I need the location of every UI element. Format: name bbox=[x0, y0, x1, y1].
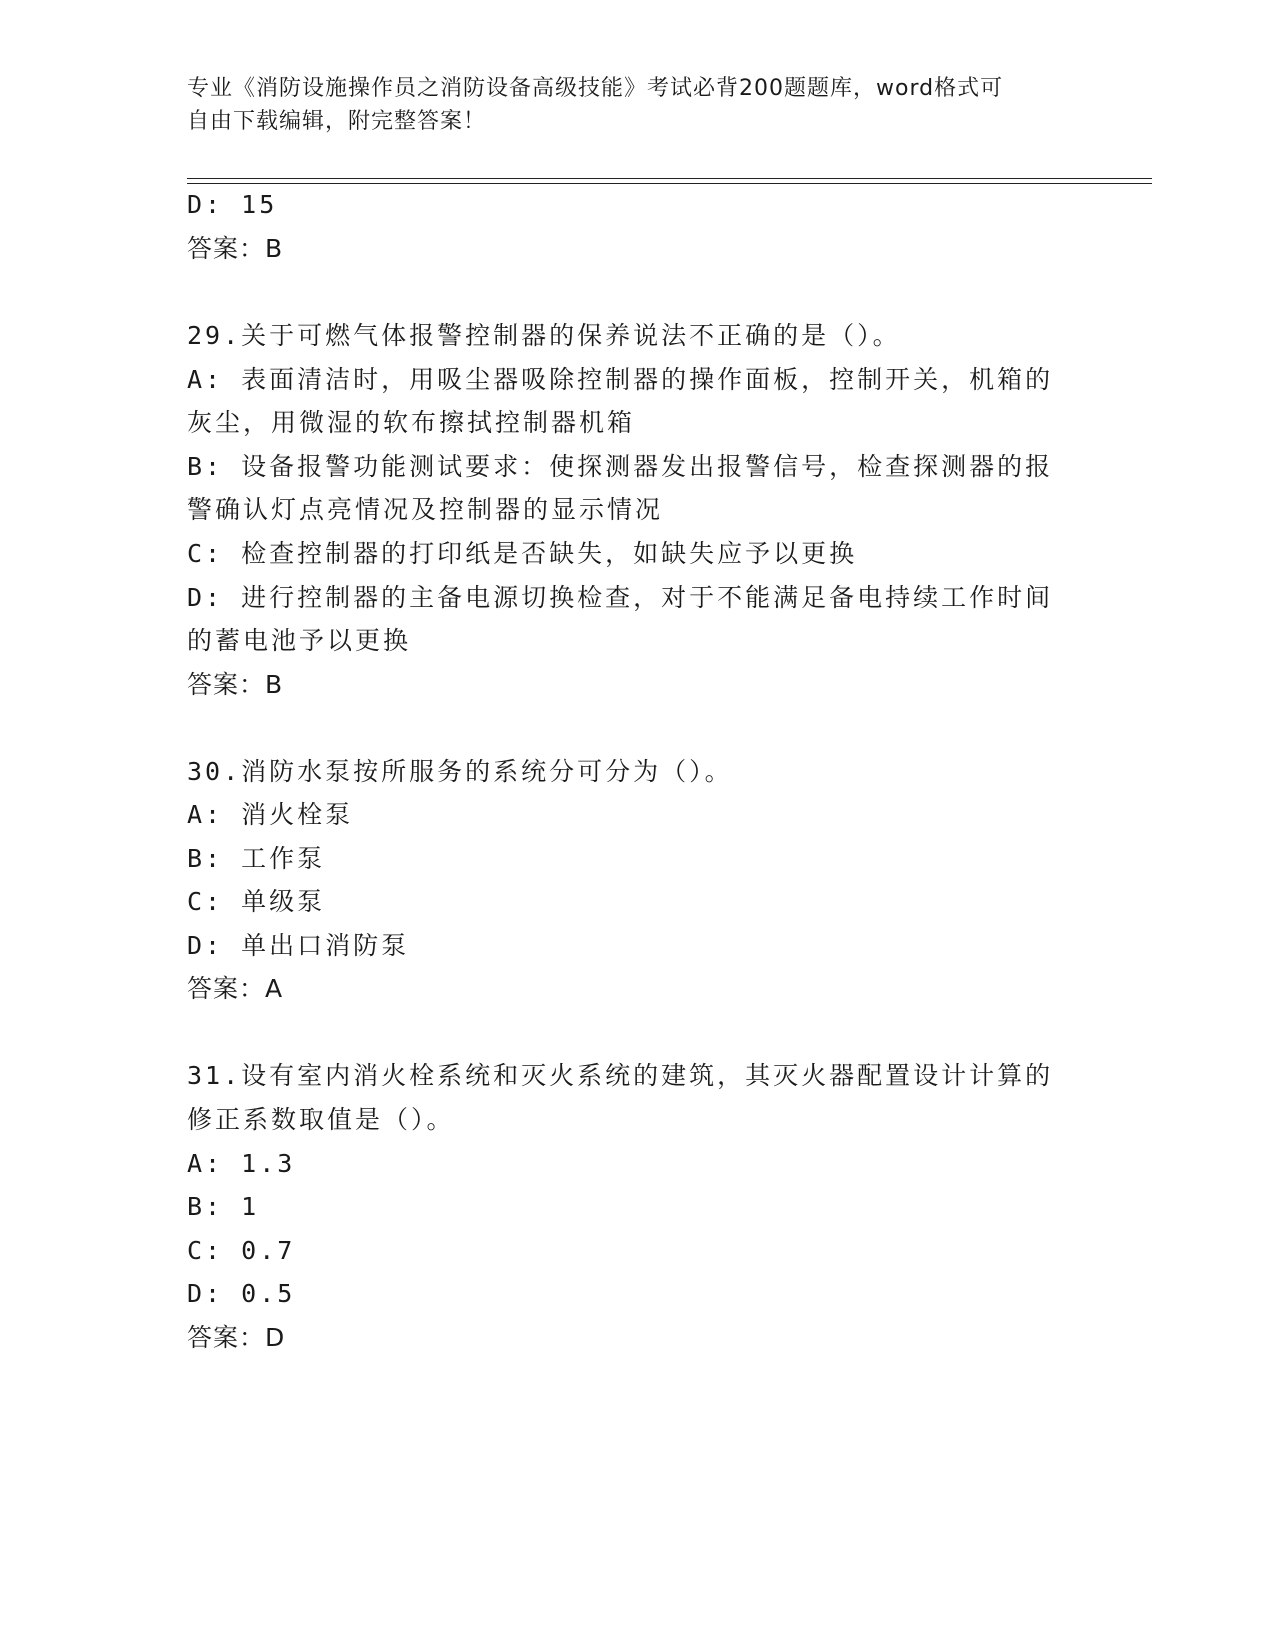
q31-answer: 答案：D bbox=[187, 1323, 286, 1352]
q29-option-c: C: 检查控制器的打印纸是否缺失，如缺失应予以更换 bbox=[187, 539, 858, 568]
q31-option-a: A: 1.3 bbox=[187, 1149, 296, 1178]
q30-question: 30.消防水泵按所服务的系统分可分为（）。 bbox=[187, 757, 733, 786]
q29-option-b-line2: 警确认灯点亮情况及控制器的显示情况 bbox=[187, 495, 664, 524]
q30-option-c: C: 单级泵 bbox=[187, 887, 326, 916]
q31-question-line2: 修正系数取值是（）。 bbox=[187, 1105, 455, 1134]
q31-option-d: D: 0.5 bbox=[187, 1279, 296, 1308]
q29-option-a-line2: 灰尘，用微湿的软布擦拭控制器机箱 bbox=[187, 408, 636, 437]
q29-option-b-line1: B: 设备报警功能测试要求：使探测器发出报警信号，检查探测器的报 bbox=[187, 452, 1054, 481]
header-divider-bottom bbox=[187, 183, 1152, 184]
header-line-2: 自由下载编辑，附完整答案！ bbox=[187, 109, 487, 134]
document-header bbox=[187, 72, 1067, 138]
header-line-1: 专业《消防设施操作员之消防设备高级技能》考试必背200题题库，word格式可 bbox=[187, 76, 1004, 101]
header-divider-top bbox=[187, 178, 1152, 179]
q30-answer: 答案：A bbox=[187, 974, 284, 1003]
q30-option-a: A: 消火栓泵 bbox=[187, 800, 354, 829]
q30-option-b: B: 工作泵 bbox=[187, 844, 326, 873]
q30-option-d: D: 单出口消防泵 bbox=[187, 931, 410, 960]
q31-option-b: B: 1 bbox=[187, 1192, 260, 1221]
q29-option-a-line1: A: 表面清洁时，用吸尘器吸除控制器的操作面板，控制开关，机箱的 bbox=[187, 365, 1054, 394]
q31-question-line1: 31.设有室内消火栓系统和灭火系统的建筑，其灭火器配置设计计算的 bbox=[187, 1061, 1054, 1090]
q29-answer: 答案：B bbox=[187, 670, 284, 699]
q28-option-d: D: 15 bbox=[187, 190, 278, 219]
q29-option-d-line2: 的蓄电池予以更换 bbox=[187, 626, 412, 655]
q29-option-d-line1: D: 进行控制器的主备电源切换检查，对于不能满足备电持续工作时间 bbox=[187, 583, 1054, 612]
q28-answer: 答案：B bbox=[187, 234, 284, 263]
q31-option-c: C: 0.7 bbox=[187, 1236, 296, 1265]
q29-question: 29.关于可燃气体报警控制器的保养说法不正确的是（）。 bbox=[187, 321, 901, 350]
